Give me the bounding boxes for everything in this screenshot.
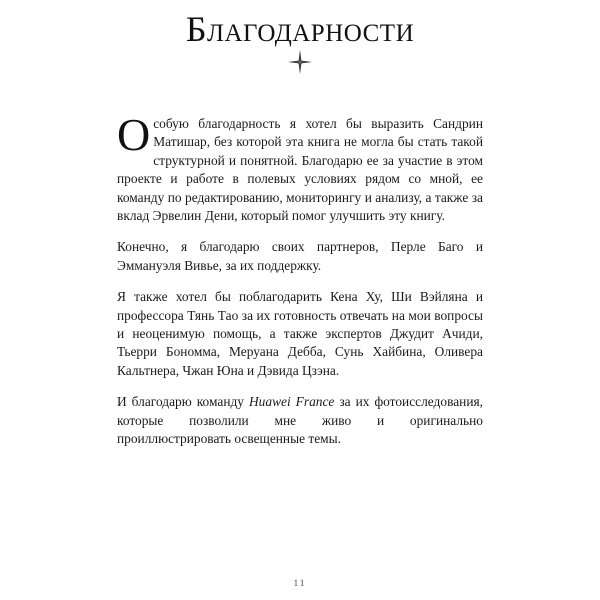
paragraph-4 [117, 393, 483, 448]
drop-cap: О [117, 109, 151, 160]
paragraph-2: Конечно, я благодарю своих партнеров, Перле Баго и Эммануэля Вивье, за их поддержку. [117, 239, 483, 273]
page-title [0, 8, 600, 50]
paragraph-4-before: И благодарю команду [117, 394, 250, 410]
paragraph-1-text: собую благодарность я хотел бы выразить Сандрин Матишар, без которой эта книга не могла бы стать такой структурной и понятной. Благодарю ее за участие в этом проекте и работе в полевых условиях рядом со мной, ее команду по редактированию, мониторингу и анализу, а также за вклад Эрвелин Дени, который помог улучшить эту книгу. [117, 116, 483, 224]
acknowledgements-body [117, 109, 483, 462]
paragraph-4-after: за их фотоисследования, которые позволили мне живо и оригинально проиллюстрировать освещенные темы. [117, 394, 483, 447]
title-first-letter: Б [185, 9, 208, 49]
paragraph-1 [117, 109, 483, 225]
four-point-star-icon [288, 50, 312, 74]
paragraph-3: Я также хотел бы поблагодарить Кена Ху, Ши Вэйляна и профессора Тянь Тао за их готовность отвечать на мои вопросы и неоценимую помощь, а также экспертов Джудит Ачиди, Тьерри Бономма, Меруана Дебба, Сунь Хайбина, Оливера Кальтнера, Чжан Юна и Дэвида Цзэна. [117, 289, 483, 378]
company-name: Huawei France [249, 394, 335, 410]
page-number: 11 [293, 578, 307, 588]
title-rest: лагодарности [207, 9, 415, 49]
